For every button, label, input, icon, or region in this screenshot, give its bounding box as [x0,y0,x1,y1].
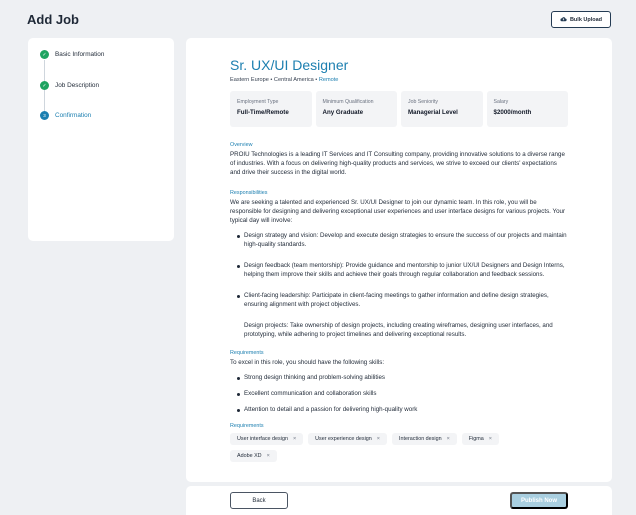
requirements-list [230,374,568,415]
overview-section [230,142,568,178]
section-heading: Responsibilities [230,189,268,196]
overview-text: PROIU Technologies is a leading IT Services and IT Consulting company, providing innovative solutions to a diverse range of industries. With a focus on delivering high-quality products and services, we strive to exceed our clients' expectations and drive their success in the digital world. [230,151,565,176]
info-value: Managerial Level [408,109,458,116]
responsibilities-intro: We are seeking a talented and experienced Sr. UX/UI Designer to join our dynamic team. In this role, you will be responsible for designing and delivering exceptional user experiences and user interface designs for various projects. Your typical day will involve: [230,198,566,224]
remove-tag-icon[interactable]: × [376,435,381,442]
check-icon: ✓ [40,50,49,59]
cloud-upload-icon [560,16,567,23]
remove-tag-icon[interactable]: × [446,435,450,442]
step-number: 3 [40,111,49,120]
info-employment-type [230,91,312,127]
section-heading: Overview [230,142,253,148]
skill-tag-label: Adobe XD [237,452,262,459]
info-value: $2000/month [493,109,532,116]
step-label: Job Description [55,82,100,89]
list-item: Design feedback (team mentorship): Provide guidance and mentorship to junior UX/UI Designers and Design Interns, helping them improve their skills and achieve their goals through regular collaboration and feedback sessions. [230,262,568,280]
info-label: Salary [493,99,509,105]
info-label: Employment Type [237,99,279,105]
info-value: Any Graduate [322,109,364,116]
back-button[interactable]: Back [230,492,288,509]
info-minimum-qualification [316,91,398,127]
remove-tag-icon[interactable]: × [488,435,492,442]
job-remote: Remote [318,77,339,83]
responsibilities-list [230,232,568,340]
skill-tag [230,433,303,445]
requirements-section [230,350,568,415]
footer-actions [186,486,612,515]
info-value: Full-Time/Remote [237,109,289,116]
skill-tag-label: User interface design [237,435,288,442]
bulk-upload-label: Bulk Upload [569,16,603,23]
info-label: Job Seniority [408,99,438,105]
remove-tag-icon[interactable]: × [266,452,270,459]
step-confirmation[interactable] [40,111,91,120]
list-item: Client-facing leadership: Participate in client-facing meetings to gather information and define design strategies, ensuring alignment with project objectives. [230,292,568,310]
job-preview-card [186,38,612,482]
step-label: Confirmation [55,112,92,119]
list-item: Strong design thinking and problem-solving abilities [230,374,568,383]
publish-now-button[interactable]: Publish Now [510,492,568,509]
step-label: Basic Information [55,51,105,58]
list-item: Excellent communication and collaboration skills [230,390,568,399]
skill-tag-label: User experience design [315,435,372,442]
requirements-intro: To excel in this role, you should have the following skills: [230,358,385,366]
responsibilities-section [230,190,568,340]
remove-tag-icon[interactable]: × [292,435,297,442]
skill-tag-label: Figma [468,435,484,442]
skill-tag [230,450,277,462]
job-regions: Eastern Europe • Central America • [230,77,318,83]
info-salary [487,91,569,127]
check-icon: ✓ [40,81,49,90]
steps-panel [28,38,174,241]
skill-tag-label: Interaction design [399,435,442,442]
section-heading: Requirements [230,422,264,429]
job-info-row [230,91,568,127]
list-item: Design strategy and vision: Develop and execute design strategies to ensure the success of our projects and maintain high-quality standards. [230,232,568,250]
step-job-description[interactable] [40,81,99,90]
skills-section [230,423,568,462]
page-title: Add Job [27,12,79,27]
bulk-upload-button[interactable] [551,11,611,28]
skill-tag [462,433,499,445]
skill-tag [392,433,457,445]
job-title: Sr. UX/UI Designer [230,57,349,73]
skill-tags [230,433,520,462]
list-item: Design projects: Take ownership of design projects, including creating wireframes, designing user interfaces, and prototyping, while adhering to project timelines and delivering exceptional results. [244,321,553,338]
skill-tag [308,433,387,445]
job-location [230,77,568,83]
step-basic-information[interactable] [40,50,104,59]
info-label: Minimum Qualification [322,99,374,105]
section-heading: Requirements [230,349,264,356]
list-item: Attention to detail and a passion for delivering high-quality work [230,406,568,415]
info-job-seniority [401,91,483,127]
